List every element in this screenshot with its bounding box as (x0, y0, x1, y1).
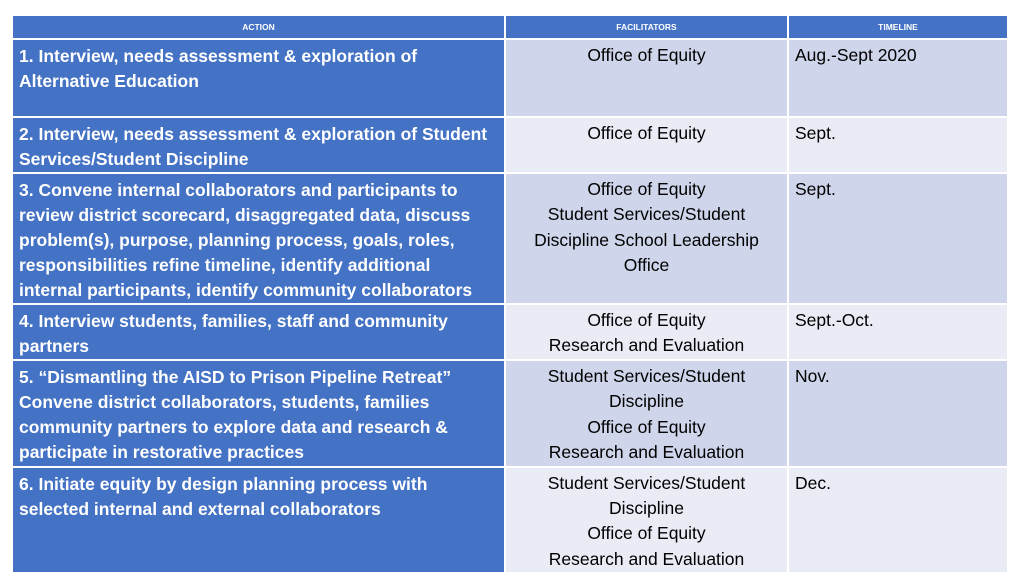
facilitators-cell (505, 467, 788, 574)
facilitator: Office of Equity (587, 179, 706, 199)
facilitator: Research and Evaluation (548, 548, 745, 569)
facilitator: Student Services/Student Discipline School Leadership Office (534, 204, 759, 276)
facilitator: Research and Evaluation (548, 442, 745, 463)
facilitator: Student Services/Student Discipline (547, 366, 746, 412)
facilitator: Office of Equity (587, 416, 706, 437)
action-cell: 3. Convene internal collaborators and participants to review district scorecard, disaggregated data, discuss problem(s), purpose, planning process, goals, roles, responsibilities refine timeline, identify additional internal participants, identify community collaborators (12, 173, 505, 304)
table-row (12, 173, 1008, 304)
header-timeline: TIMELINE (788, 15, 1008, 39)
timeline-cell: Aug.-Sept 2020 (788, 39, 1008, 117)
action-cell: 6. Initiate equity by design planning process with selected internal and external collaborators (12, 467, 505, 574)
table-row (12, 39, 1008, 117)
timeline-cell: Dec. (788, 467, 1008, 574)
action-text: 2. Interview, needs assessment & exploration of Student Services/Student Discipline (19, 124, 488, 169)
action-cell: 4. Interview students, families, staff and community partners (12, 304, 505, 360)
facilitators-cell (505, 304, 788, 360)
header-facilitators: FACILITATORS (505, 15, 788, 39)
facilitator: Office of Equity (587, 310, 706, 330)
table-row (12, 360, 1008, 467)
action-plan-table (11, 14, 1009, 574)
timeline-cell: Nov. (788, 360, 1008, 467)
table-row (12, 117, 1008, 173)
table-row (12, 467, 1008, 574)
timeline-cell: Sept. (788, 117, 1008, 173)
facilitator: Office of Equity (587, 123, 706, 143)
facilitators-cell (505, 173, 788, 304)
facilitator: Research and Evaluation (548, 335, 745, 356)
header-row (12, 15, 1008, 39)
facilitators-cell (505, 39, 788, 117)
facilitators-cell (505, 117, 788, 173)
facilitator: Office of Equity (587, 45, 706, 65)
timeline-cell: Sept. (788, 173, 1008, 304)
timeline-cell: Sept.-Oct. (788, 304, 1008, 360)
action-cell: 5. “Dismantling the AISD to Prison Pipeline Retreat” Convene district collaborators, students, families community partners to explore data and research & participate in restorative practices (12, 360, 505, 467)
facilitators-cell (505, 360, 788, 467)
action-cell: 1. Interview, needs assessment & exploration of Alternative Education (12, 39, 505, 117)
action-cell (12, 117, 505, 173)
table-row (12, 304, 1008, 360)
facilitator: Student Services/Student Discipline (547, 472, 746, 519)
facilitator: Office of Equity (587, 523, 706, 544)
header-action: ACTION (12, 15, 505, 39)
